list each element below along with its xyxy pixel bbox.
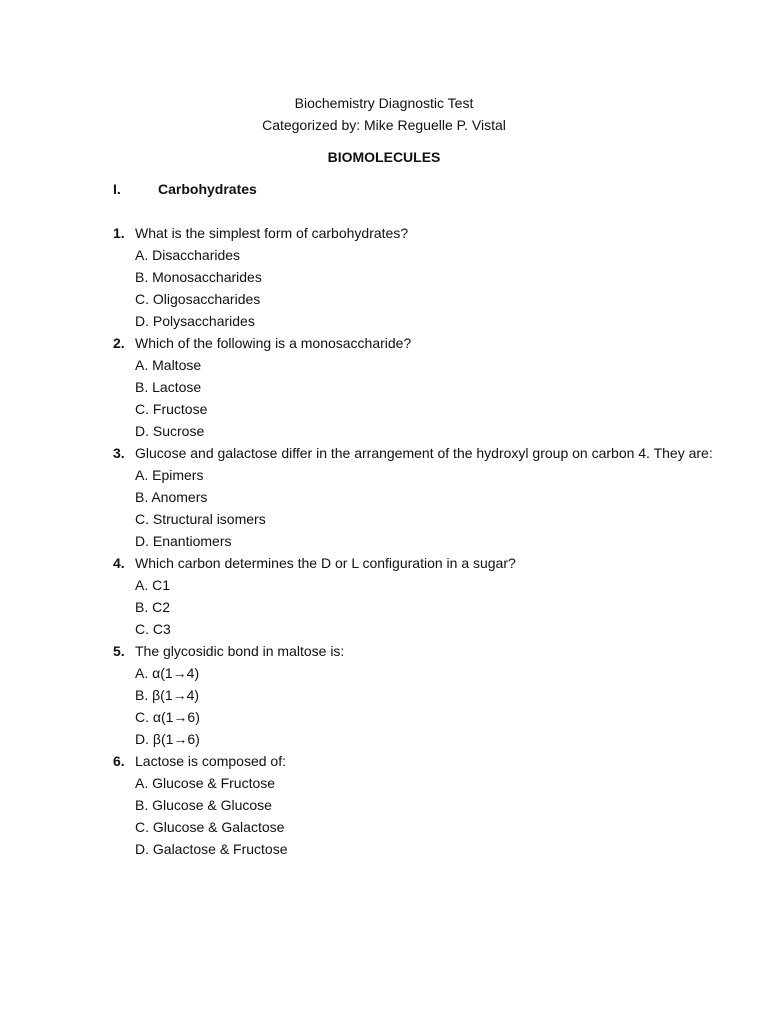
question-number: 2. xyxy=(113,335,125,351)
answer-option: A. C1 xyxy=(135,577,171,593)
section-numeral: I. xyxy=(113,181,121,197)
answer-option: B. β(1→4) xyxy=(135,687,200,703)
answer-option: A. Glucose & Fructose xyxy=(135,775,276,791)
document-title: Biochemistry Diagnostic Test xyxy=(294,95,474,111)
answer-option: A. Epimers xyxy=(135,467,204,483)
question-text: The glycosidic bond in maltose is: xyxy=(135,643,345,659)
question-text: Which of the following is a monosaccharide? xyxy=(135,335,412,351)
question-text: Lactose is composed of: xyxy=(135,753,286,769)
section-heading xyxy=(113,178,257,200)
question-text: Which carbon determines the D or L configuration in a sugar? xyxy=(135,555,516,571)
question-item xyxy=(113,442,713,552)
question-text: What is the simplest form of carbohydrates? xyxy=(135,225,409,241)
answer-option: B. Glucose & Glucose xyxy=(135,797,272,813)
answer-option: B. C2 xyxy=(135,599,171,615)
question-item xyxy=(113,552,713,640)
question-number: 4. xyxy=(113,555,125,571)
answer-option: C. C3 xyxy=(135,621,171,637)
answer-option: D. β(1→6) xyxy=(135,731,200,747)
question-number: 5. xyxy=(113,643,125,659)
answer-option: A. Maltose xyxy=(135,357,202,373)
question-item xyxy=(113,750,713,860)
answer-option: B. Monosaccharides xyxy=(135,269,262,285)
answer-option: A. α(1→4) xyxy=(135,665,200,681)
question-number: 6. xyxy=(113,753,125,769)
question-text: Glucose and galactose differ in the arrangement of the hydroxyl group on carbon 4. They are: xyxy=(135,445,713,461)
topic-heading: BIOMOLECULES xyxy=(327,149,441,165)
author-line: Categorized by: Mike Reguelle P. Vistal xyxy=(262,117,506,133)
answer-option: C. Oligosaccharides xyxy=(135,291,261,307)
answer-option: C. Structural isomers xyxy=(135,511,266,527)
answer-option: D. Enantiomers xyxy=(135,533,232,549)
question-item xyxy=(113,640,713,750)
question-number: 3. xyxy=(113,445,125,461)
question-item xyxy=(113,332,713,442)
question-list xyxy=(113,222,713,860)
answer-option: B. Anomers xyxy=(135,489,208,505)
answer-option: A. Disaccharides xyxy=(135,247,241,263)
answer-option: B. Lactose xyxy=(135,379,202,395)
answer-option: D. Sucrose xyxy=(135,423,205,439)
answer-option: C. Fructose xyxy=(135,401,208,417)
answer-option: C. Glucose & Galactose xyxy=(135,819,285,835)
question-item xyxy=(113,222,713,332)
section-name: Carbohydrates xyxy=(158,181,257,197)
question-number: 1. xyxy=(113,225,125,241)
answer-option: C. α(1→6) xyxy=(135,709,200,725)
answer-option: D. Galactose & Fructose xyxy=(135,841,288,857)
answer-option: D. Polysaccharides xyxy=(135,313,255,329)
